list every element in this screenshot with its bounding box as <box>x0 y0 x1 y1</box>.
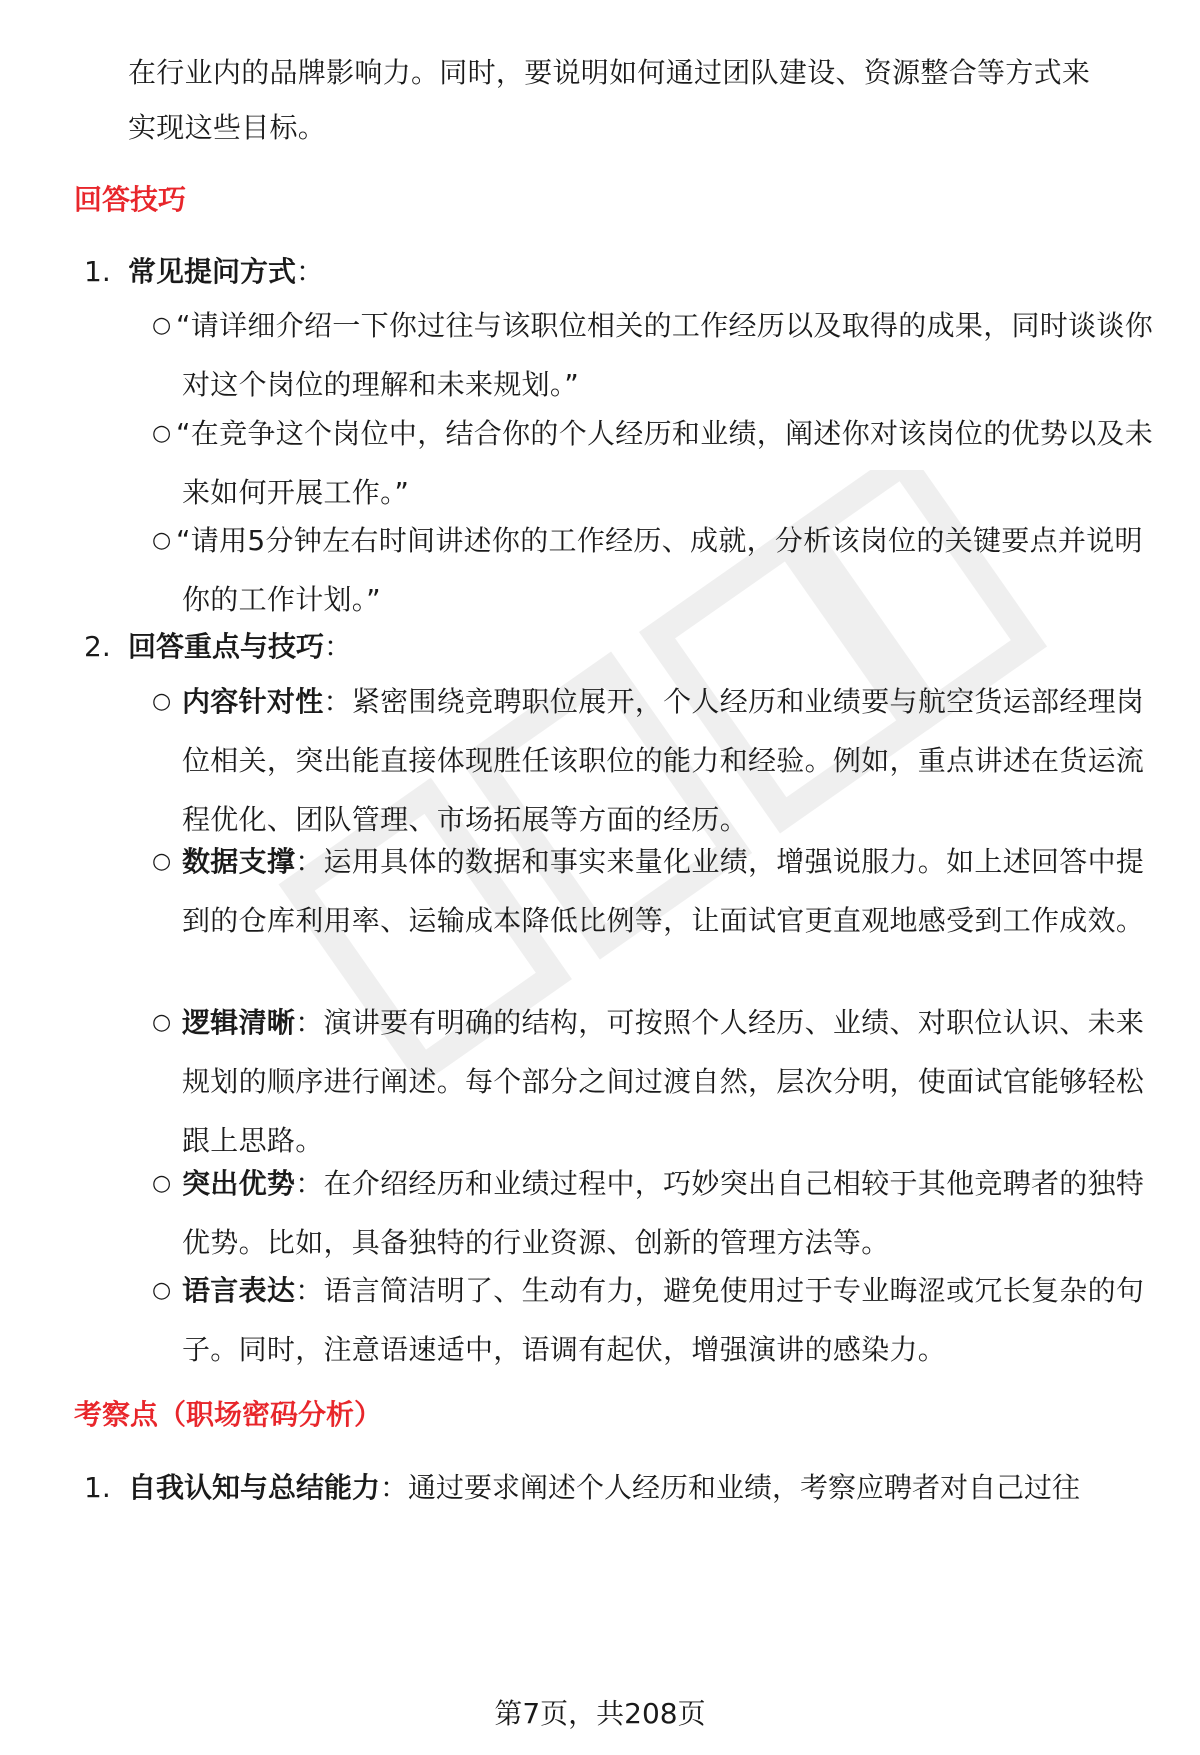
list-number: 1. <box>84 255 111 288</box>
bullet-text: ：紧密围绕竞聘职位展开，个人经历和业绩要与航空货运部经理岗位相关，突出能直接体现胜任该职位的能力和经验。例如，重点讲述在货运流程优化、团队管理、市场拓展等方面的经历。 <box>182 685 1145 836</box>
bullet-label: 语言表达 <box>182 1274 296 1307</box>
bullet-icon: ○ <box>152 849 172 874</box>
list-item <box>182 1154 1157 1272</box>
bullet-label: 突出优势 <box>182 1167 296 1200</box>
section-title-answer-tips: 回答技巧 <box>74 183 187 216</box>
list-item <box>176 511 1162 629</box>
bullet-text: ：语言简洁明了、生动有力，避免使用过于专业晦涩或冗长复杂的句子。同时，注意语速适中，语调有起伏，增强演讲的感染力。 <box>182 1274 1145 1366</box>
list-item <box>176 404 1157 522</box>
list-item-heading <box>128 617 1138 676</box>
bullet-icon: ○ <box>152 528 172 553</box>
item-label: 回答重点与技巧 <box>128 630 325 663</box>
bullet-text: “请详细介绍一下你过往与该职位相关的工作经历以及取得的成果，同时谈谈你对这个岗位的理解和未来规划。” <box>176 309 1154 401</box>
list-item <box>182 993 1157 1170</box>
list-item <box>176 296 1157 414</box>
list-item <box>182 672 1157 849</box>
bullet-text: ：演讲要有明确的结构，可按照个人经历、业绩、对职位认识、未来规划的顺序进行阐述。每个部分之间过渡自然，层次分明，使面试官能够轻松跟上思路。 <box>182 1006 1145 1157</box>
bullet-label: 内容针对性 <box>182 685 324 718</box>
bullet-text: “在竞争这个岗位中，结合你的个人经历和业绩，阐述你对该岗位的优势以及未来如何开展工作。” <box>176 417 1154 509</box>
page-number: 第7页，共208页 <box>494 1697 706 1730</box>
item-text: ：通过要求阐述个人经历和业绩，考察应聘者对自己过往 <box>380 1471 1081 1504</box>
bullet-text: “请用5分钟左右时间讲述你的工作经历、成就，分析该岗位的关键要点并说明你的工作计划。” <box>176 524 1143 616</box>
list-number: 2. <box>84 630 111 663</box>
list-number: 1. <box>84 1471 111 1504</box>
section-title-assessment: 考察点（职场密码分析） <box>74 1398 383 1431</box>
list-item-heading <box>128 242 1138 301</box>
bullet-icon: ○ <box>152 1171 172 1196</box>
intro-line-2: 实现这些目标。 <box>128 111 327 144</box>
bullet-icon: ○ <box>152 313 172 338</box>
bullet-label: 逻辑清晰 <box>182 1006 296 1039</box>
list-item <box>128 1458 1138 1517</box>
item-label: 常见提问方式 <box>128 255 297 288</box>
bullet-icon: ○ <box>152 1278 172 1303</box>
item-colon: ： <box>296 255 325 288</box>
intro-line-1: 在行业内的品牌影响力。同时，要说明如何通过团队建设、资源整合等方式来 <box>128 56 1091 89</box>
list-item <box>182 1261 1157 1379</box>
bullet-icon: ○ <box>152 421 172 446</box>
bullet-text: ：在介绍经历和业绩过程中，巧妙突出自己相较于其他竞聘者的独特优势。比如，具备独特的行业资源、创新的管理方法等。 <box>182 1167 1145 1259</box>
item-colon: ： <box>324 630 353 663</box>
list-item <box>182 832 1157 950</box>
bullet-label: 数据支撑 <box>182 845 296 878</box>
item-label: 自我认知与总结能力 <box>128 1471 381 1504</box>
bullet-icon: ○ <box>152 1010 172 1035</box>
bullet-text: ：运用具体的数据和事实来量化业绩，增强说服力。如上述回答中提到的仓库利用率、运输成本降低比例等，让面试官更直观地感受到工作成效。 <box>182 845 1145 937</box>
bullet-icon: ○ <box>152 689 172 714</box>
